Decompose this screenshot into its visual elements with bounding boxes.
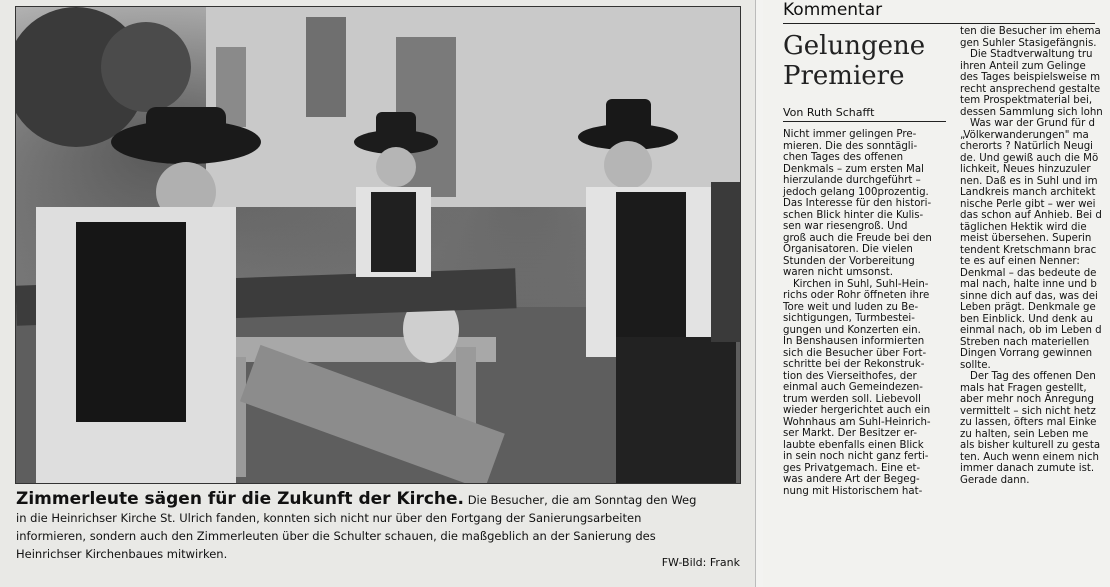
caption-line-3: informieren, sondern auch den Zimmerleuten über die Schulter schauen, die maßgeblich an der Sanierung des	[16, 529, 656, 543]
text-line: de. Und gewiß auch die Mö	[960, 152, 1099, 164]
text-line: gen Suhler Stasigefängnis.	[960, 37, 1097, 49]
text-line: sen war riesengroß. Und	[783, 221, 908, 232]
text-line: richs oder Rohr öffneten ihre	[783, 290, 930, 301]
text-line: Denkmals – zum ersten Mal	[783, 163, 924, 175]
text-line: Streben nach materiellen	[960, 336, 1090, 348]
text-line: des Tages beispielsweise m	[960, 72, 1101, 83]
section-kicker: Kommentar	[783, 0, 883, 20]
text-line: nen. Daß es in Suhl und im	[960, 175, 1098, 187]
text-line: ser Markt. Der Besitzer er-	[783, 428, 918, 439]
text-line: tendent Kretschmann brac	[960, 244, 1097, 256]
text-line: tion des Vierseithofes, der	[783, 370, 917, 382]
text-line: ges Privatgemach. Eine et-	[783, 462, 921, 474]
text-line: Was war der Grund für d	[970, 118, 1096, 129]
text-line: einmal auch Gemeindezen-	[783, 382, 923, 393]
text-line: dessen Sammlung sich lohn	[960, 106, 1103, 118]
text-line: Nicht immer gelingen Pre-	[783, 129, 917, 140]
text-line: sollte.	[960, 359, 991, 371]
caption-line-1: Zimmerleute sägen für die Zukunft der Kirche. Die Besucher, die am Sonntag den Weg	[16, 489, 697, 509]
text-line: te es auf einen Nenner:	[960, 256, 1080, 267]
text-line: gungen und Konzerten ein.	[783, 324, 921, 336]
text-line: aber mehr noch Anregung	[960, 394, 1094, 405]
text-line: mieren. Die des sonntägli-	[783, 140, 918, 152]
text-line: laubte ebenfalls einen Blick	[783, 439, 924, 451]
text-line: Das Interesse für den histori-	[783, 198, 932, 209]
text-line: nung mit Historischem hat-	[783, 485, 923, 497]
text-line: nische Perle gibt – wer wei	[960, 198, 1096, 210]
text-line: In Benshausen informierten	[783, 336, 925, 347]
text-line: tem Prospektmaterial bei,	[960, 95, 1093, 106]
text-line: sich die Besucher über Fort-	[783, 347, 927, 359]
text-line: vermittelt – sich nicht hetz	[960, 405, 1096, 417]
text-line: in sein noch nicht ganz ferti-	[783, 451, 929, 462]
kommentar-column	[763, 0, 1110, 587]
text-line: zu halten, sein Leben me	[960, 428, 1089, 440]
text-line: das schon auf Anhieb. Bei d	[960, 210, 1102, 221]
text-line: Dingen Vorrang gewinnen	[960, 348, 1093, 359]
text-line: chen Tages des offenen	[783, 152, 904, 163]
caption-line-2: in die Heinrichser Kirche St. Ulrich fanden, konnten sich nicht nur über den Fortgang der Sanierungsarbeiten	[16, 511, 642, 525]
photo-caption	[16, 490, 740, 563]
comment-text-column-1	[783, 129, 951, 497]
text-line: hierzulande durchgeführt –	[783, 175, 921, 186]
comment-headline: Gelungene Premiere	[783, 31, 926, 91]
text-line: schen Blick hinter die Kulis-	[783, 209, 924, 221]
text-line: mals hat Fragen gestellt,	[960, 382, 1087, 394]
text-line: Gerade dann.	[960, 474, 1030, 486]
byline: Von Ruth Schafft	[783, 106, 875, 119]
text-line: Stunden der Vorbereitung	[783, 255, 915, 267]
text-line: ten die Besucher im ehema	[960, 26, 1101, 37]
text-line: ben Einblick. Und denk au	[960, 313, 1093, 325]
news-photo	[15, 6, 741, 484]
text-line: was andere Art der Begeg-	[783, 474, 920, 485]
text-line: zu lassen, öfters mal Einke	[960, 417, 1097, 428]
text-line: Tore weit und luden zu Be-	[783, 301, 919, 313]
text-line: immer danach zumute ist.	[960, 463, 1095, 474]
text-line: als bisher kulturell zu gesta	[960, 440, 1101, 451]
text-line: Wohnhaus am Suhl-Heinrich-	[783, 416, 931, 428]
text-line: Der Tag des offenen Den	[970, 371, 1096, 382]
text-line: Leben prägt. Denkmale ge	[960, 302, 1096, 313]
text-line: mal nach, halte inne und b	[960, 279, 1097, 290]
text-line: wieder hergerichtet auch ein	[783, 405, 931, 416]
text-line: Kirchen in Suhl, Suhl-Hein-	[793, 278, 929, 290]
caption-line-4: Heinrichser Kirchenbaues mitwirken.	[16, 547, 228, 561]
byline-rule	[783, 121, 946, 122]
text-line: schritte bei der Rekonstruk-	[783, 359, 925, 370]
text-line: meist übersehen. Superin	[960, 233, 1092, 244]
text-line: Organisatoren. Die vielen	[783, 244, 913, 255]
text-line: cherorts ? Natürlich Neugi	[960, 141, 1093, 152]
comment-text-column-2	[960, 26, 1110, 486]
text-line: täglichen Hektik wird die	[960, 221, 1087, 233]
text-line: Landkreis manch architekt	[960, 187, 1096, 198]
photo-illustration	[16, 7, 740, 483]
text-line: groß auch die Freude bei den	[783, 232, 932, 244]
text-line: jedoch gelang 100prozentig.	[783, 186, 929, 198]
caption-headline: Zimmerleute sägen für die Zukunft der Kirche.	[16, 489, 465, 509]
text-line: recht ansprechend gestalte	[960, 83, 1101, 95]
text-line: Die Stadtverwaltung tru	[970, 49, 1093, 60]
text-line: trum werden soll. Liebevoll	[783, 393, 921, 405]
text-line: „Völkerwanderungen" ma	[960, 129, 1089, 141]
text-line: ten. Auch wenn einem nich	[960, 451, 1099, 463]
text-line: sichtigungen, Turmbestei-	[783, 313, 915, 324]
kicker-rule	[783, 23, 1095, 24]
photo-credit: FW-Bild: Frank	[661, 556, 740, 569]
text-line: lichkeit, Neues hinzuzuler	[960, 164, 1091, 175]
text-line: einmal nach, ob im Leben d	[960, 325, 1102, 336]
text-line: waren nicht umsonst.	[783, 267, 893, 278]
text-line: ihren Anteil zum Gelinge	[960, 60, 1086, 72]
text-line: sinne dich auf das, was dei	[960, 290, 1098, 302]
text-line: Denkmal – das bedeute de	[960, 267, 1097, 279]
